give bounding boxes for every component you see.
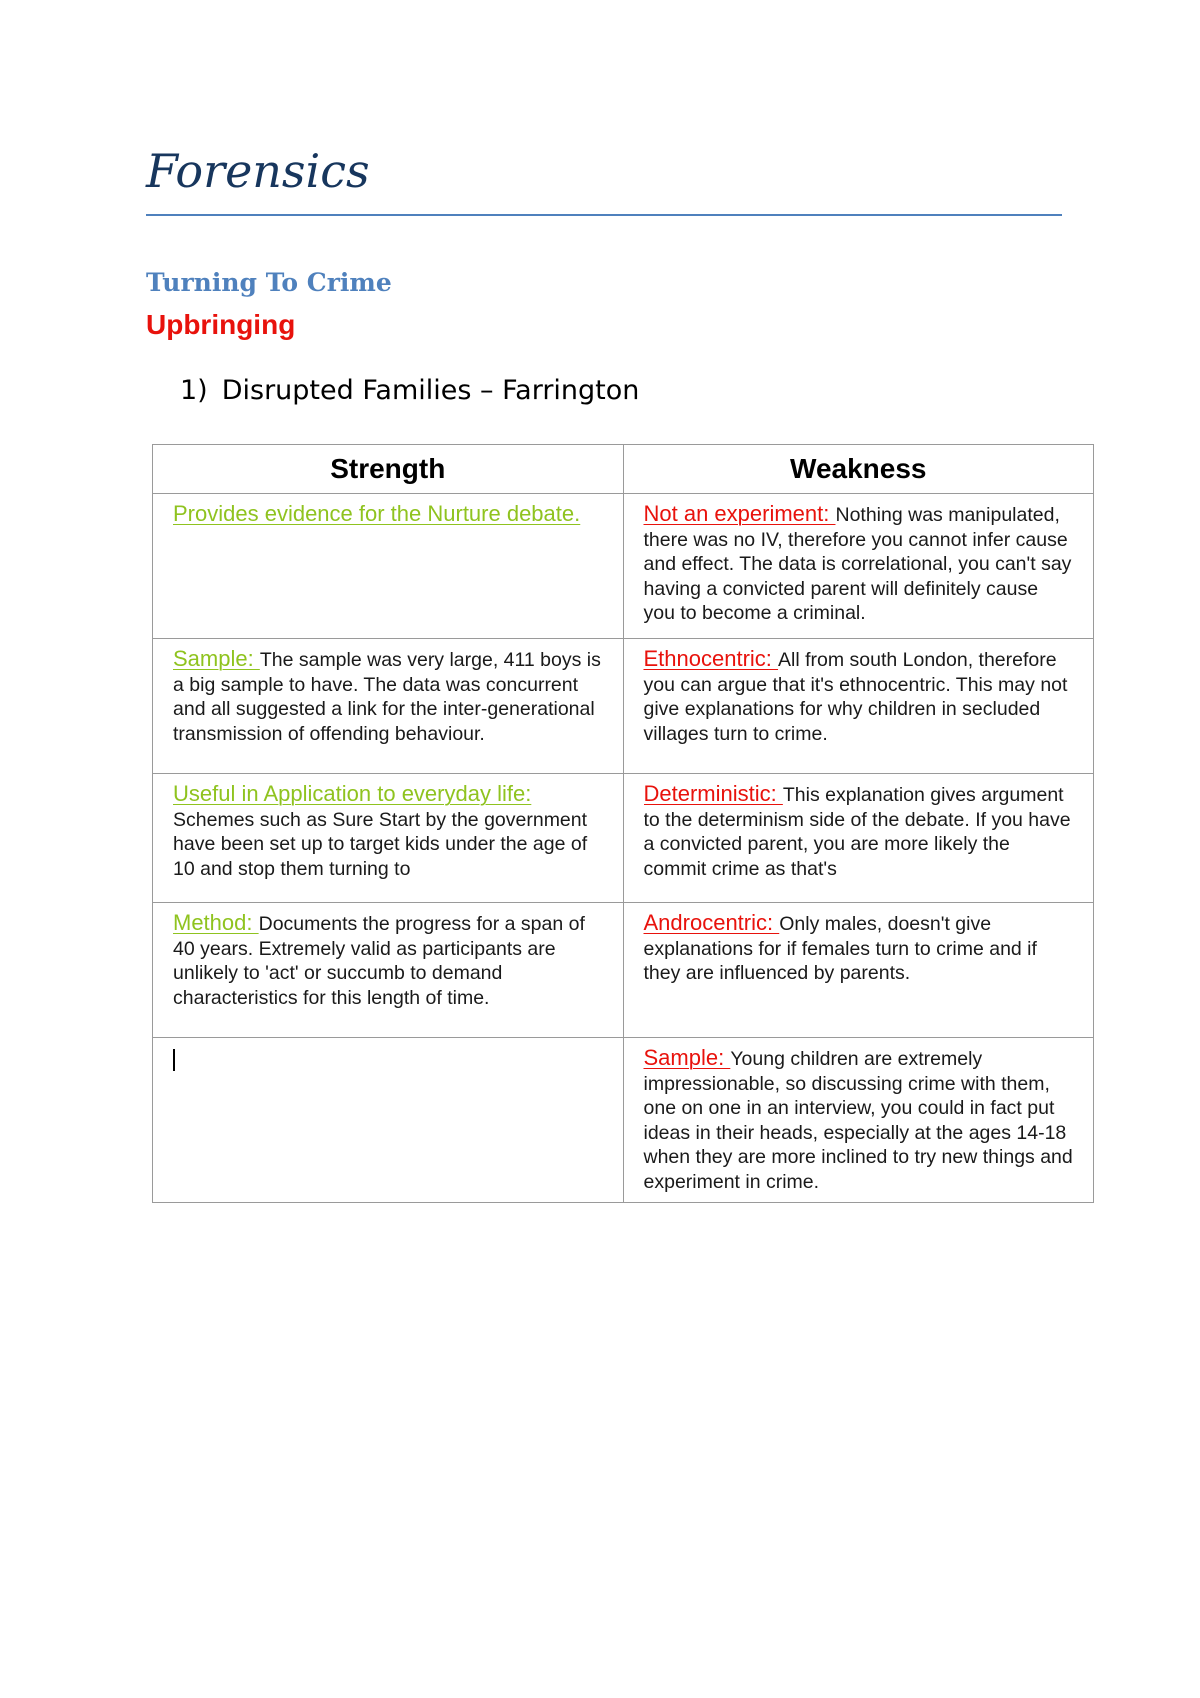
table-row	[153, 639, 1094, 774]
weakness-label: Not an experiment:	[643, 501, 836, 526]
weakness-label: Deterministic:	[643, 782, 783, 806]
weakness-cell[interactable]	[623, 639, 1094, 774]
list-item-heading	[180, 377, 639, 404]
weakness-label: Ethnocentric:	[643, 646, 779, 671]
weakness-cell[interactable]	[623, 774, 1094, 903]
table-header-row	[153, 445, 1094, 494]
section-heading: Turning To Crime	[146, 268, 392, 297]
strength-label: Sample:	[173, 646, 260, 671]
weakness-label: Androcentric:	[643, 910, 780, 935]
strength-cell[interactable]	[153, 903, 624, 1038]
table-row	[153, 774, 1094, 903]
strength-label: Method:	[173, 910, 259, 935]
strength-header: Strength	[153, 445, 624, 494]
weakness-cell[interactable]	[623, 494, 1094, 639]
title-rule	[146, 214, 1062, 216]
text-cursor	[173, 1049, 175, 1071]
strength-text: Schemes such as Sure Start by the government have been set up to target kids under the age of 10 and stop them turning to	[173, 808, 588, 880]
strength-cell-empty[interactable]	[153, 1038, 624, 1203]
weakness-text: This explanation gives argument to the determinism side of the debate. If you have a convicted parent, you are more likely the commit crime as that's	[643, 784, 1071, 880]
strength-label: Provides evidence for the Nurture debate.	[173, 501, 581, 526]
list-item-number: 1)	[180, 375, 208, 406]
strength-cell-content	[173, 782, 603, 882]
strength-cell[interactable]	[153, 774, 624, 903]
weakness-cell-content	[644, 782, 1074, 882]
list-item-text: Disrupted Families – Farrington	[221, 375, 640, 406]
strength-text: The sample was very large, 411 boys is a big sample to have. The data was concurrent and all suggested a link for the inter-generational transmission of offending behaviour.	[173, 649, 601, 745]
table-row	[153, 1038, 1094, 1203]
page-title: Forensics	[146, 144, 370, 198]
weakness-header: Weakness	[623, 445, 1094, 494]
strength-weakness-table	[152, 444, 1094, 1203]
weakness-text: Young children are extremely impressionable, so discussing crime with them, one on one in an interview, you could in fact put ideas in their heads, especially at the ages 14-18 when they are more inclined to try new things and experiment in crime.	[643, 1048, 1073, 1193]
weakness-cell[interactable]	[623, 903, 1094, 1038]
strength-cell[interactable]	[153, 494, 624, 639]
weakness-label: Sample:	[643, 1045, 731, 1070]
weakness-text: Nothing was manipulated, there was no IV, therefore you cannot infer cause and effect. The data is correlational, you can't say having a convicted parent will definitely cause you to become a criminal.	[643, 504, 1072, 625]
subsection-heading: Upbringing	[146, 309, 296, 340]
weakness-cell[interactable]	[623, 1038, 1094, 1203]
weakness-text: Only males, doesn't give explanations for if females turn to crime and if they are influenced by parents.	[643, 913, 1037, 985]
strength-label: Useful in Application to everyday life:	[173, 782, 532, 806]
table-row	[153, 494, 1094, 639]
strength-cell[interactable]	[153, 639, 624, 774]
strength-text: Documents the progress for a span of 40 years. Extremely valid as participants are unlikely to 'act' or succumb to demand characteristics for this length of time.	[173, 913, 585, 1009]
table-row	[153, 903, 1094, 1038]
weakness-text: All from south London, therefore you can argue that it's ethnocentric. This may not give explanations for why children in secluded villages turn to crime.	[643, 649, 1068, 745]
